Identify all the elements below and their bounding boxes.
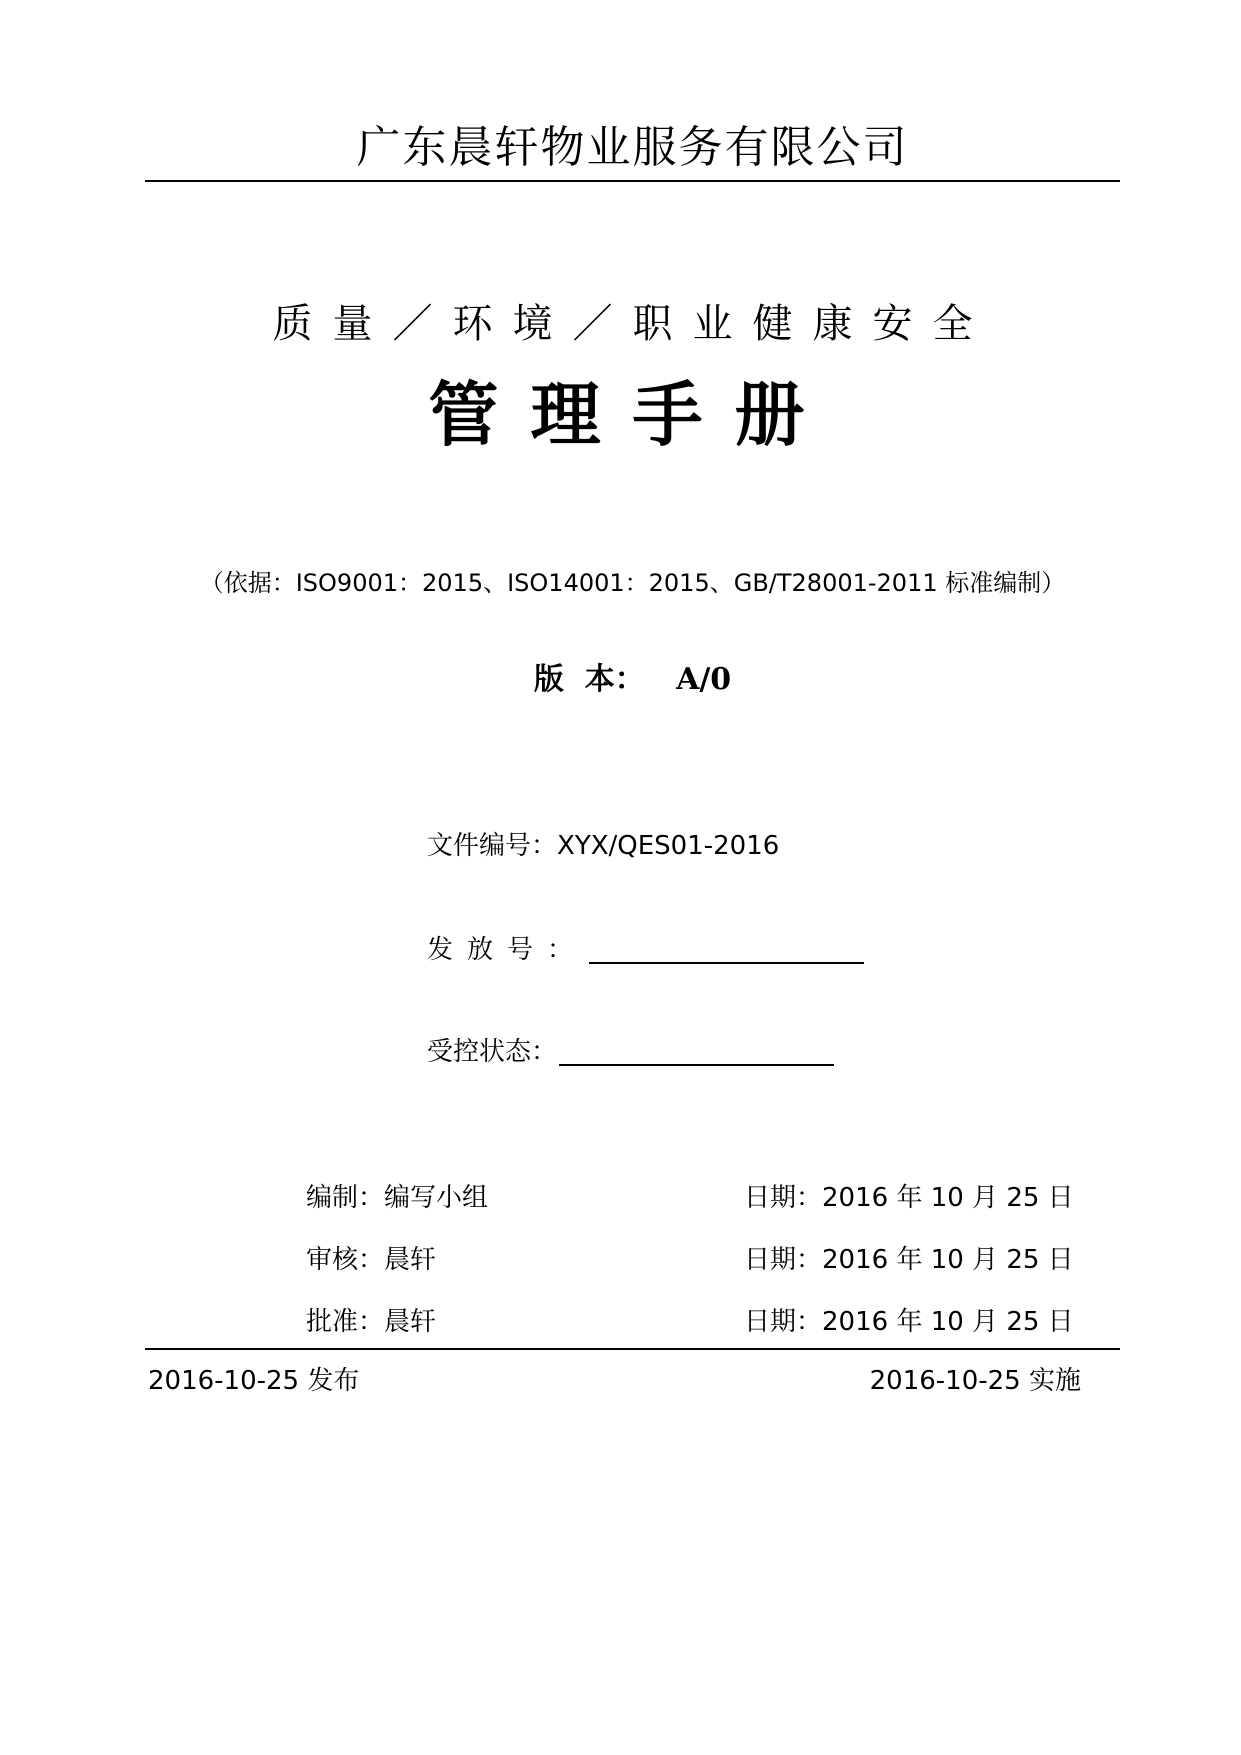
- control-status-field: [427, 1034, 834, 1070]
- approval-date: 2016 年 10 月 25 日: [822, 1307, 1074, 1337]
- approval-date-compiled: [744, 1180, 1074, 1216]
- approval-row-compiled: [306, 1180, 488, 1216]
- approval-date: 2016 年 10 月 25 日: [822, 1183, 1074, 1213]
- company-name: 广东晨轩物业服务有限公司: [356, 122, 909, 173]
- doc-number-label: 文件编号：: [427, 831, 558, 861]
- issue-number-blank-line: [589, 934, 864, 964]
- approval-date-label: 日期：: [744, 1183, 823, 1213]
- control-status-blank-line: [559, 1036, 834, 1066]
- issue-number-label: 发放号：: [427, 935, 588, 965]
- footer-divider: [145, 1348, 1120, 1350]
- publish-date: 2016-10-25 发布: [148, 1366, 360, 1396]
- manual-title: 管理手册: [428, 374, 837, 456]
- approval-date-label: 日期：: [744, 1245, 823, 1275]
- header-divider: [145, 180, 1120, 182]
- doc-number-value: XYX/QES01-2016: [557, 831, 780, 861]
- version-label: 版 本：: [533, 662, 645, 697]
- approval-role: 批准：: [306, 1307, 385, 1337]
- version-value: A/0: [676, 662, 732, 697]
- approval-date-reviewed: [744, 1242, 1074, 1278]
- approval-role: 审核：: [306, 1245, 385, 1275]
- manual-subtitle: 质量／环境／职业健康安全: [272, 301, 993, 347]
- approval-name: 晨轩: [384, 1307, 437, 1337]
- approval-name: 晨轩: [384, 1245, 437, 1275]
- approval-name: 编写小组: [384, 1183, 489, 1213]
- version-line: [145, 660, 1120, 700]
- issue-number-field: [427, 932, 864, 968]
- approval-row-reviewed: [306, 1242, 436, 1278]
- approval-role: 编制：: [306, 1183, 385, 1213]
- control-status-label: 受控状态：: [427, 1037, 558, 1067]
- approval-date-approved: [744, 1304, 1074, 1340]
- approval-row-approved: [306, 1304, 436, 1340]
- effective-date: 2016-10-25 实施: [869, 1366, 1081, 1396]
- approval-date-label: 日期：: [744, 1307, 823, 1337]
- approval-date: 2016 年 10 月 25 日: [822, 1245, 1074, 1275]
- standards-basis: （依据：ISO9001：2015、ISO14001：2015、GB/T28001-2011 标准编制）: [199, 569, 1066, 597]
- doc-number-field: [427, 828, 779, 864]
